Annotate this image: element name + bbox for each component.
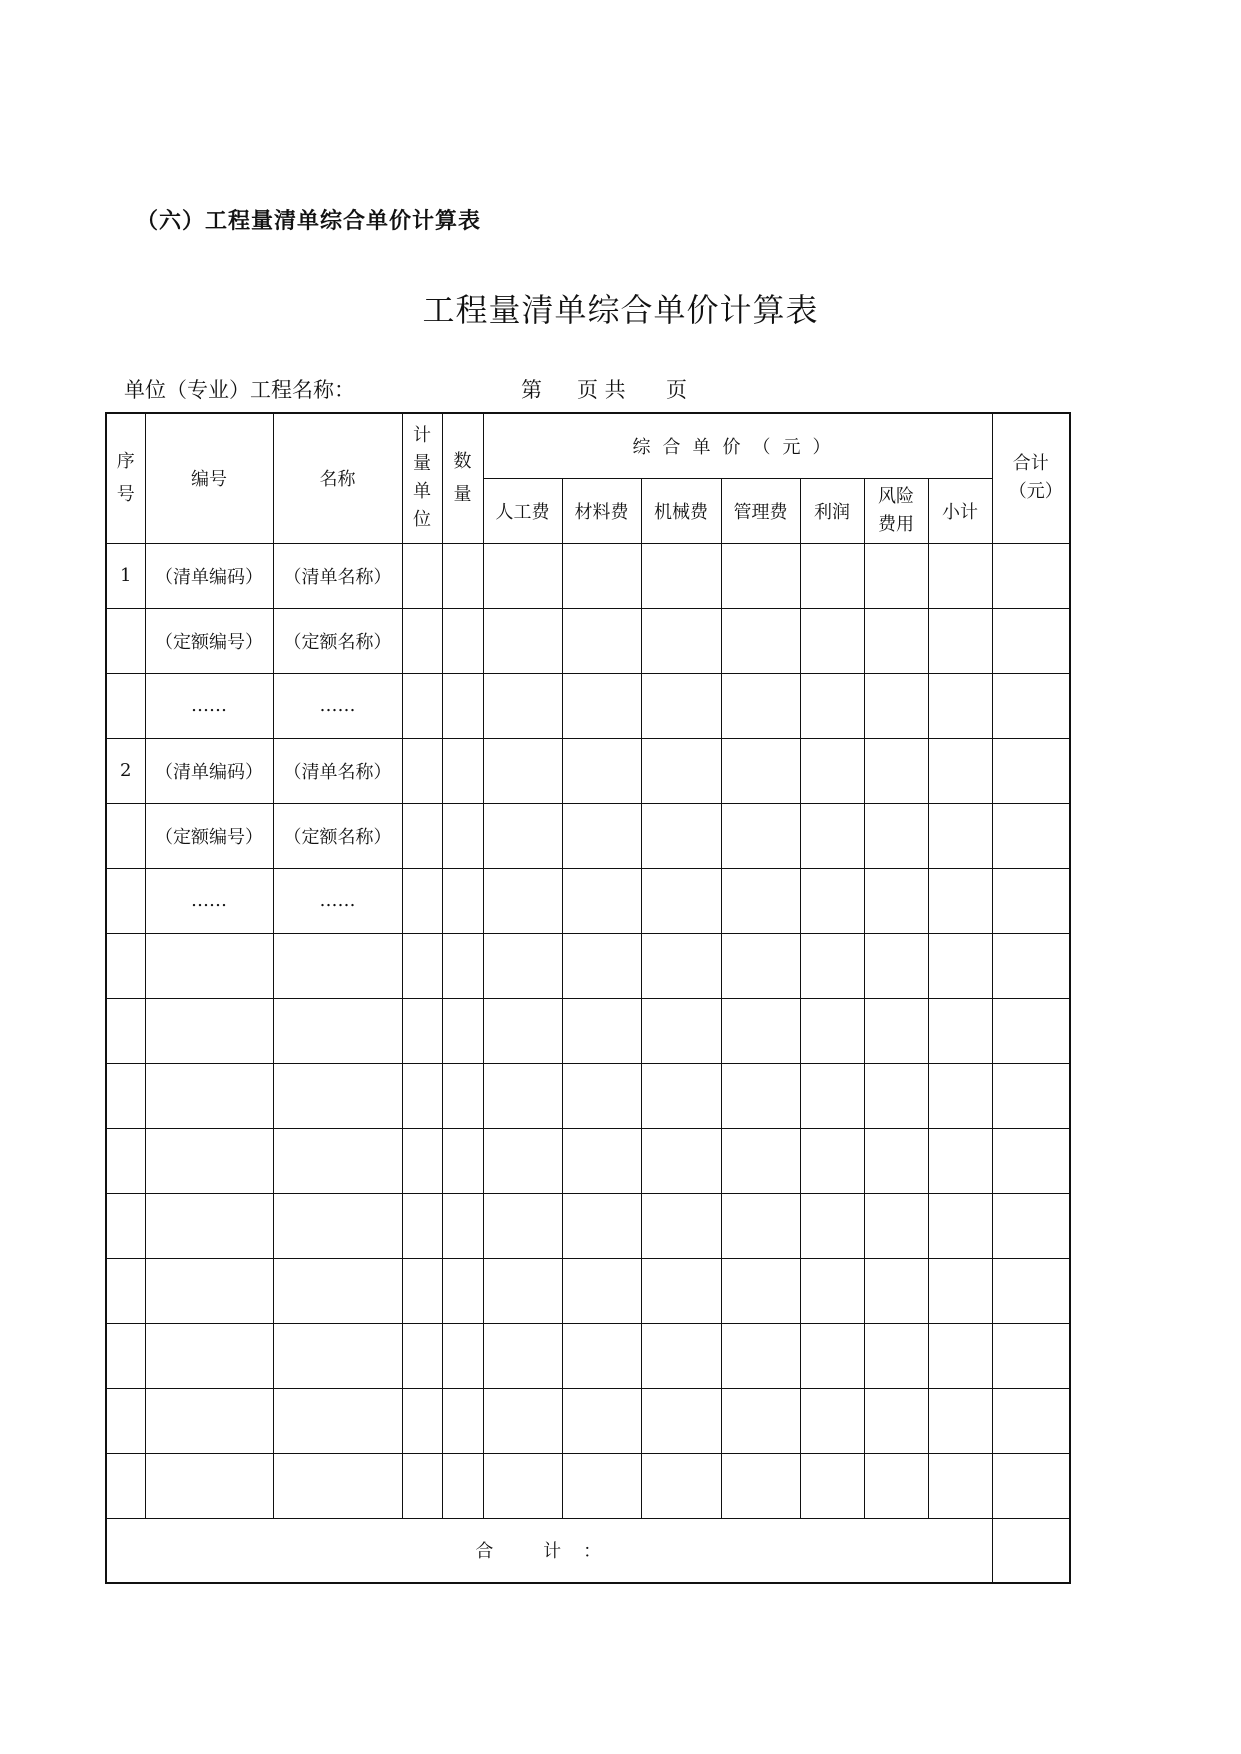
machine-cell	[641, 1388, 721, 1453]
machine-cell	[641, 1453, 721, 1518]
management-cell	[721, 1323, 800, 1388]
unit-cell	[402, 868, 442, 933]
total-cell	[992, 1258, 1070, 1323]
table-row	[106, 1323, 1070, 1388]
project-name-label: 单位（专业）工程名称：	[124, 378, 355, 402]
code-cell	[145, 1128, 273, 1193]
machine-cell	[641, 673, 721, 738]
machine-cell	[641, 1258, 721, 1323]
table-row	[106, 738, 1070, 803]
code-cell	[145, 1453, 273, 1518]
total-cell	[992, 1063, 1070, 1128]
code-cell	[145, 1258, 273, 1323]
name-cell	[273, 998, 402, 1063]
name-cell	[273, 1323, 402, 1388]
seq-cell: 1	[106, 543, 145, 608]
document-title: 工程量清单综合单价计算表	[422, 291, 819, 329]
management-cell	[721, 608, 800, 673]
header-machine: 机械费	[641, 478, 721, 543]
labor-cell	[483, 803, 562, 868]
seq-cell	[106, 868, 145, 933]
seq-cell	[106, 1063, 145, 1128]
risk-cell	[864, 1453, 928, 1518]
name-cell: ……	[273, 673, 402, 738]
subtotal-cell	[928, 998, 992, 1063]
management-cell	[721, 1128, 800, 1193]
management-cell	[721, 1258, 800, 1323]
total-cell	[992, 868, 1070, 933]
unit-cell	[402, 608, 442, 673]
profit-cell	[800, 868, 864, 933]
machine-cell	[641, 1128, 721, 1193]
profit-cell	[800, 933, 864, 998]
code-cell: ……	[145, 673, 273, 738]
profit-cell	[800, 673, 864, 738]
subtotal-cell	[928, 543, 992, 608]
table-row	[106, 608, 1070, 673]
quantity-cell	[442, 1128, 483, 1193]
quantity-cell	[442, 933, 483, 998]
risk-cell	[864, 608, 928, 673]
unit-cell	[402, 1388, 442, 1453]
seq-cell	[106, 998, 145, 1063]
table-row	[106, 1453, 1070, 1518]
labor-cell	[483, 1388, 562, 1453]
code-cell	[145, 1063, 273, 1128]
name-cell: （定额名称）	[273, 803, 402, 868]
labor-cell	[483, 1193, 562, 1258]
risk-cell	[864, 998, 928, 1063]
name-cell	[273, 1388, 402, 1453]
quantity-cell	[442, 1063, 483, 1128]
total-cell	[992, 1453, 1070, 1518]
profit-cell	[800, 1323, 864, 1388]
header-quantity: 数量	[442, 413, 483, 543]
quantity-cell	[442, 803, 483, 868]
material-cell	[562, 933, 641, 998]
risk-cell	[864, 1193, 928, 1258]
seq-cell	[106, 673, 145, 738]
unit-cell	[402, 933, 442, 998]
material-cell	[562, 1193, 641, 1258]
subtotal-cell	[928, 933, 992, 998]
profit-cell	[800, 543, 864, 608]
management-cell	[721, 1388, 800, 1453]
code-cell	[145, 998, 273, 1063]
material-cell	[562, 738, 641, 803]
labor-cell	[483, 1063, 562, 1128]
total-cell	[992, 1388, 1070, 1453]
name-cell: ……	[273, 868, 402, 933]
machine-cell	[641, 998, 721, 1063]
table-row	[106, 1258, 1070, 1323]
seq-cell	[106, 1323, 145, 1388]
seq-cell	[106, 933, 145, 998]
seq-cell	[106, 803, 145, 868]
labor-cell	[483, 1258, 562, 1323]
management-cell	[721, 1453, 800, 1518]
seq-cell: 2	[106, 738, 145, 803]
code-cell	[145, 933, 273, 998]
quantity-cell	[442, 543, 483, 608]
material-cell	[562, 1063, 641, 1128]
risk-cell	[864, 1128, 928, 1193]
unit-cell	[402, 673, 442, 738]
profit-cell	[800, 738, 864, 803]
quantity-cell	[442, 738, 483, 803]
table-row	[106, 1063, 1070, 1128]
total-cell	[992, 933, 1070, 998]
management-cell	[721, 543, 800, 608]
labor-cell	[483, 738, 562, 803]
labor-cell	[483, 868, 562, 933]
header-risk: 风险费用	[864, 478, 928, 543]
subtotal-cell	[928, 1063, 992, 1128]
seq-cell	[106, 1453, 145, 1518]
total-cell	[992, 998, 1070, 1063]
total-value-cell	[992, 1518, 1070, 1583]
header-labor: 人工费	[483, 478, 562, 543]
header-code: 编号	[145, 413, 273, 543]
code-cell: （清单编码）	[145, 543, 273, 608]
management-cell	[721, 933, 800, 998]
material-cell	[562, 1453, 641, 1518]
subtotal-cell	[928, 1128, 992, 1193]
unit-cell	[402, 1063, 442, 1128]
subtotal-cell	[928, 803, 992, 868]
machine-cell	[641, 608, 721, 673]
risk-cell	[864, 933, 928, 998]
quantity-cell	[442, 998, 483, 1063]
profit-cell	[800, 1193, 864, 1258]
table-row	[106, 1388, 1070, 1453]
header-row-1	[106, 413, 1070, 478]
table-row	[106, 933, 1070, 998]
table-body	[106, 543, 1070, 1518]
quantity-cell	[442, 608, 483, 673]
management-cell	[721, 673, 800, 738]
machine-cell	[641, 803, 721, 868]
profit-cell	[800, 1063, 864, 1128]
code-cell: （清单编码）	[145, 738, 273, 803]
seq-cell	[106, 1193, 145, 1258]
seq-cell	[106, 1258, 145, 1323]
total-cell	[992, 738, 1070, 803]
material-cell	[562, 803, 641, 868]
risk-cell	[864, 1388, 928, 1453]
unit-cell	[402, 998, 442, 1063]
unit-cell	[402, 803, 442, 868]
header-name: 名称	[273, 413, 402, 543]
labor-cell	[483, 933, 562, 998]
seq-cell	[106, 1388, 145, 1453]
header-material: 材料费	[562, 478, 641, 543]
labor-cell	[483, 1453, 562, 1518]
total-cell	[992, 543, 1070, 608]
risk-cell	[864, 673, 928, 738]
quantity-cell	[442, 673, 483, 738]
unit-cell	[402, 1323, 442, 1388]
material-cell	[562, 673, 641, 738]
subtotal-cell	[928, 673, 992, 738]
name-cell	[273, 1453, 402, 1518]
total-cell	[992, 803, 1070, 868]
total-cell	[992, 608, 1070, 673]
risk-cell	[864, 803, 928, 868]
name-cell	[273, 1258, 402, 1323]
name-cell	[273, 1128, 402, 1193]
management-cell	[721, 803, 800, 868]
table-row	[106, 543, 1070, 608]
profit-cell	[800, 803, 864, 868]
subtotal-cell	[928, 738, 992, 803]
table-row	[106, 673, 1070, 738]
management-cell	[721, 738, 800, 803]
profit-cell	[800, 1128, 864, 1193]
labor-cell	[483, 1128, 562, 1193]
unit-cell	[402, 1258, 442, 1323]
page-number-label-middle: 页 共	[577, 378, 626, 402]
machine-cell	[641, 1063, 721, 1128]
machine-cell	[641, 1323, 721, 1388]
material-cell	[562, 1388, 641, 1453]
table-row	[106, 1128, 1070, 1193]
subtotal-cell	[928, 1323, 992, 1388]
unit-cell	[402, 1128, 442, 1193]
name-cell	[273, 933, 402, 998]
machine-cell	[641, 543, 721, 608]
total-cell	[992, 673, 1070, 738]
labor-cell	[483, 673, 562, 738]
risk-cell	[864, 738, 928, 803]
material-cell	[562, 608, 641, 673]
management-cell	[721, 868, 800, 933]
table-row	[106, 998, 1070, 1063]
subtotal-cell	[928, 1388, 992, 1453]
profit-cell	[800, 998, 864, 1063]
unit-cell	[402, 1193, 442, 1258]
code-cell: （定额编号）	[145, 608, 273, 673]
quantity-cell	[442, 1388, 483, 1453]
risk-cell	[864, 1258, 928, 1323]
header-total: 合计（元）	[992, 413, 1070, 543]
risk-cell	[864, 1323, 928, 1388]
quantity-cell	[442, 1323, 483, 1388]
header-profit: 利润	[800, 478, 864, 543]
code-cell	[145, 1323, 273, 1388]
seq-cell	[106, 1128, 145, 1193]
subtotal-cell	[928, 608, 992, 673]
material-cell	[562, 868, 641, 933]
seq-cell	[106, 608, 145, 673]
page-number-label-suffix: 页	[666, 378, 687, 402]
subtotal-cell	[928, 1453, 992, 1518]
subtotal-cell	[928, 868, 992, 933]
code-cell	[145, 1388, 273, 1453]
subtotal-cell	[928, 1258, 992, 1323]
table-row	[106, 1193, 1070, 1258]
total-label-cell: 合 计：	[106, 1518, 992, 1583]
unit-cell	[402, 543, 442, 608]
labor-cell	[483, 608, 562, 673]
quantity-cell	[442, 868, 483, 933]
management-cell	[721, 998, 800, 1063]
labor-cell	[483, 998, 562, 1063]
material-cell	[562, 543, 641, 608]
labor-cell	[483, 1323, 562, 1388]
quantity-cell	[442, 1453, 483, 1518]
name-cell: （清单名称）	[273, 738, 402, 803]
risk-cell	[864, 868, 928, 933]
total-cell	[992, 1128, 1070, 1193]
profit-cell	[800, 1258, 864, 1323]
risk-cell	[864, 1063, 928, 1128]
quantity-cell	[442, 1258, 483, 1323]
name-cell: （定额名称）	[273, 608, 402, 673]
name-cell	[273, 1193, 402, 1258]
total-row	[106, 1518, 1070, 1583]
header-seq: 序号	[106, 413, 145, 543]
risk-cell	[864, 543, 928, 608]
code-cell	[145, 1193, 273, 1258]
unit-cell	[402, 1453, 442, 1518]
header-subtotal: 小计	[928, 478, 992, 543]
subtotal-cell	[928, 1193, 992, 1258]
profit-cell	[800, 1388, 864, 1453]
profit-cell	[800, 1453, 864, 1518]
machine-cell	[641, 933, 721, 998]
header-management: 管理费	[721, 478, 800, 543]
code-cell: ……	[145, 868, 273, 933]
management-cell	[721, 1063, 800, 1128]
page-number-label-prefix: 第	[521, 378, 542, 402]
unit-price-calculation-table	[105, 412, 1071, 1584]
machine-cell	[641, 1193, 721, 1258]
material-cell	[562, 1323, 641, 1388]
table-row	[106, 868, 1070, 933]
header-unit-price-group: 综合单价（元）	[483, 413, 992, 478]
code-cell: （定额编号）	[145, 803, 273, 868]
name-cell	[273, 1063, 402, 1128]
unit-cell	[402, 738, 442, 803]
material-cell	[562, 998, 641, 1063]
total-cell	[992, 1323, 1070, 1388]
labor-cell	[483, 543, 562, 608]
machine-cell	[641, 868, 721, 933]
table-row	[106, 803, 1070, 868]
machine-cell	[641, 738, 721, 803]
quantity-cell	[442, 1193, 483, 1258]
section-heading: （六）工程量清单综合单价计算表	[136, 208, 482, 234]
profit-cell	[800, 608, 864, 673]
material-cell	[562, 1258, 641, 1323]
name-cell: （清单名称）	[273, 543, 402, 608]
material-cell	[562, 1128, 641, 1193]
header-unit: 计量单位	[402, 413, 442, 543]
total-cell	[992, 1193, 1070, 1258]
management-cell	[721, 1193, 800, 1258]
